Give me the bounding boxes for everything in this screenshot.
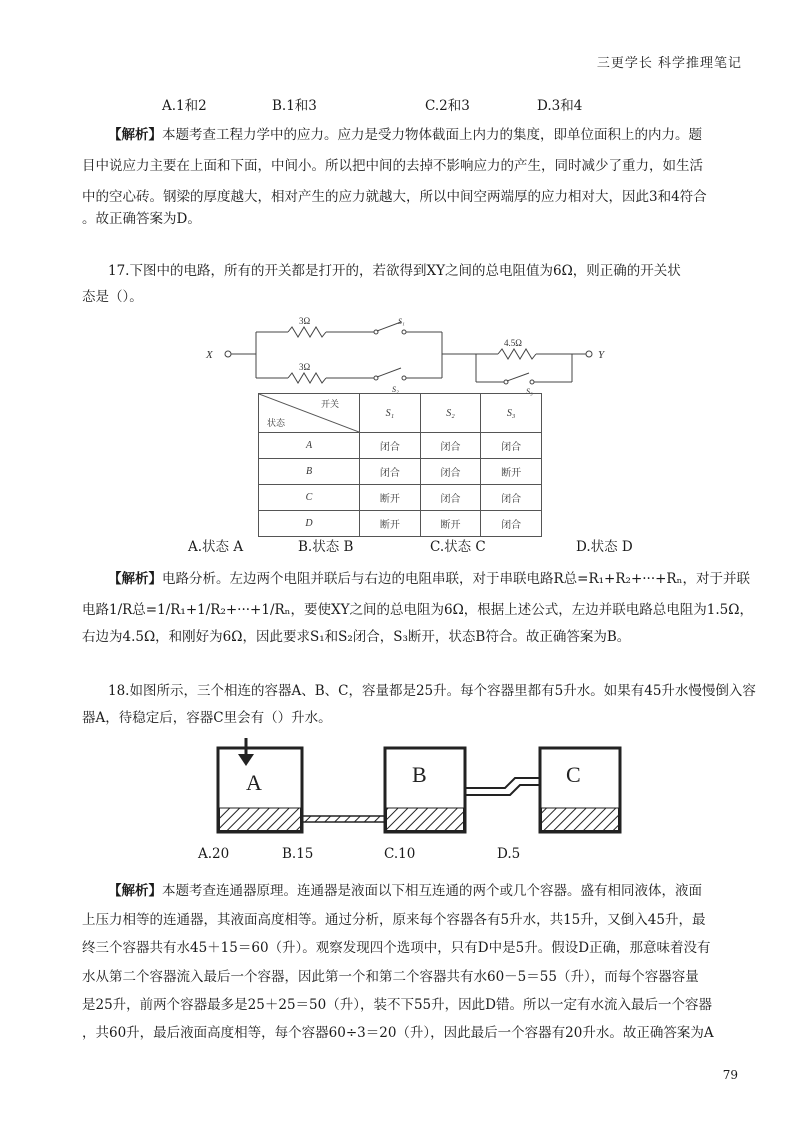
q18-analysis-line-1-wrap [108,876,758,907]
table-col-s1: S₁ [360,394,421,433]
table-cell: 闭合 [481,511,542,537]
table-cell: 断开 [420,511,481,537]
table-cell: 断开 [360,511,421,537]
q16-analysis [108,120,748,151]
q17-analysis-line-2: 电路1/R总=1/R₁+1/R₂+···+1/Rₙ，要使XY之间的总电阻为6Ω，根据上述公式，左边并联电路总电阻为1.5Ω， [82,602,753,618]
table-row [259,459,542,485]
q16-analysis-line-2: 目中说应力主要在上面和下面，中间小。所以把中间的去掉不影响应力的产生，同时减少了重力，如生活 [82,158,703,174]
table-row [259,485,542,511]
corner-diagonal [259,394,359,432]
table-row-state: B [259,459,360,485]
q17-question-line-2: 态是（）。 [82,289,143,305]
container-c-label: C [566,762,581,787]
q17-option-a: A.状态 A [188,539,244,555]
q18-question-line-1: 18.如图所示，三个相连的容器A、B、C，容量都是25升。每个容器里都有5升水。如果有45升水慢慢倒入容 [108,683,756,699]
q17-circuit-diagram [196,312,616,396]
q17-option-c: C.状态 C [430,539,486,555]
q16-analysis-line-3: 中的空心砖。钢梁的厚度越大，相对产生的应力就越大，所以中间空两端厚的应力相对大，因此3和4符合 [82,189,707,205]
circuit-s3-label: S₃ [526,387,533,396]
table-corner-cell [259,394,360,433]
circuit-x-label: X [206,349,213,361]
table-cell: 闭合 [360,433,421,459]
q17-analysis-line-1: 电路分析。左边两个电阻并联后与右边的电阻串联，对于串联电路R总=R₁+R₂+···+Rₙ，对于并联 [162,571,750,587]
table-cell: 闭合 [360,459,421,485]
q18-analysis-line-2: 上压力相等的连通器，其液面高度相等。通过分析，原来每个容器各有5升水，共15升，又倒入45升，最 [82,912,706,928]
q18-analysis-line-3: 终三个容器共有水45＋15＝60（升）。观察发现四个选项中，只有D中是5升。假设D正确，那意味着没有 [82,940,711,956]
q16-analysis-line-4: 。故正确答案为D。 [82,211,201,227]
table-col-s3: S₃ [481,394,542,433]
table-cell: 闭合 [420,433,481,459]
page-header-title: 三更学长 科学推理笔记 [596,56,742,71]
q18-question-line-2: 器A，待稳定后，容器C里会有（）升水。 [82,710,332,726]
q16-option-a: A.1和2 [162,98,207,114]
circuit-s1-label: S₁ [398,317,405,326]
q16-option-d: D.3和4 [537,98,583,114]
table-header-switch: 开关 [321,399,340,409]
table-header-state: 状态 [267,418,286,428]
table-col-s2: S₂ [420,394,481,433]
container-b-label: B [412,762,427,787]
q17-analysis-line-1-wrap [108,564,758,595]
q16-analysis-tag: 【解析】 [108,127,162,143]
q18-analysis-line-1: 本题考查连通器原理。连通器是液面以下相互连通的两个或几个容器。盛有相同液体，液面 [162,883,702,899]
circuit-y-label: Y [598,349,605,361]
q16-option-c: C.2和3 [425,98,470,114]
table-cell: 闭合 [481,433,542,459]
table-cell: 闭合 [420,459,481,485]
q18-containers-diagram [210,738,630,838]
q18-analysis-line-4: 水从第二个容器流入最后一个容器，因此第一个和第二个容器共有水60－5＝55（升），而每个容器容量 [82,969,699,985]
q17-question-line-1: 17.下图中的电路，所有的开关都是打开的，若欲得到XY之间的总电阻值为6Ω，则正确的开关状 [108,263,681,279]
q18-analysis-tag: 【解析】 [108,883,162,899]
table-cell: 闭合 [481,485,542,511]
q17-analysis-line-3: 右边为4.5Ω，和刚好为6Ω，因此要求S₁和S₂闭合，S₃断开，状态B符合。故正确答案为B。 [82,629,631,645]
table-row-state: A [259,433,360,459]
container-a-label: A [246,770,262,795]
table-row-state: D [259,511,360,537]
q18-analysis-line-5: 是25升，前两个容器最多是25＋25＝50（升），装不下55升，因此D错。所以一定有水流入最后一个容器 [82,997,712,1013]
circuit-r1-label: 3Ω [299,316,311,326]
q18-option-a: A.20 [198,846,230,862]
q18-option-b: B.15 [282,846,314,862]
circuit-r3-label: 4.5Ω [504,338,522,348]
table-cell: 闭合 [420,485,481,511]
circuit-r2-label: 3Ω [299,362,311,372]
q18-analysis-line-6: ，共60升，最后液面高度相等，每个容器60÷3＝20（升），因此最后一个容器有20升水。故正确答案为A [82,1025,714,1041]
circuit-s2-label: S₂ [392,385,399,394]
table-cell: 断开 [360,485,421,511]
q18-option-c: C.10 [384,846,416,862]
q17-analysis-tag: 【解析】 [108,571,162,587]
q17-state-table [258,393,542,537]
table-cell: 断开 [481,459,542,485]
table-row-state: C [259,485,360,511]
table-row [259,433,542,459]
q16-analysis-line-1: 本题考查工程力学中的应力。应力是受力物体截面上内力的集度，即单位面积上的内力。题 [162,127,702,143]
table-header-row [259,394,542,433]
q17-option-b: B.状态 B [298,539,354,555]
page-number: 79 [722,1068,738,1082]
q16-option-b: B.1和3 [272,98,317,114]
table-row [259,511,542,537]
q17-option-d: D.状态 D [576,539,633,555]
q18-option-d: D.5 [497,846,521,862]
